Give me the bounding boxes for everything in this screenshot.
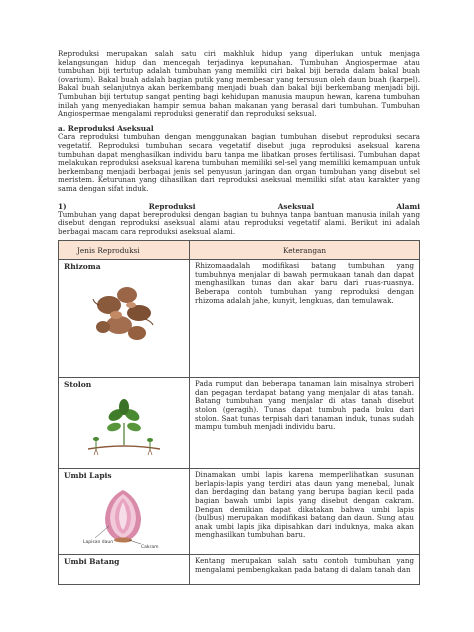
subsection-paragraph: Tumbuhan yang dapat bereproduksi dengan bagian tu buhnya tanpa bantuan manusia inilah yang disebut dengan reproduksi aseksual alami atau reproduksi vegetatif alami. Berikut ini adalah berbagai macam cara reproduksi aseksual alami. bbox=[58, 209, 420, 236]
label-cakram: Cakram bbox=[141, 545, 159, 551]
shallot-bulb-icon bbox=[81, 484, 167, 550]
header-keterangan: Keterangan bbox=[190, 241, 420, 260]
row-description: Pada rumput dan beberapa tanaman lain misalnya stroberi dan pegagan terdapat batang yang menjalar di atas tanah. Batang tumbuhan yang menjalar di atas tanah disebut stolon (geragih). Tunas dapat tumbuh pada buku dari stolon. Saat tunas terpisah dari tanaman induk, tunas sudah mampu tumbuh menjadi individu baru. bbox=[195, 379, 414, 432]
table-row bbox=[59, 260, 420, 378]
row-description: Dinamakan umbi lapis karena memperlihatkan susunan berlapis-lapis yang terdiri atas daun yang menebal, lunak dan berdaging dan batang yang berupa bagian kecil pada bagian bawah umbi lapis yang disebut dengan cakram. Dengan demikian dapat dikatakan bahwa umbi lapis (bulbus) merupakan modifikasi batang dan daun. Sung atau anak umbi lapis jika dipisahkan dari induknya, maka akan menghasilkan tumbuhan baru. bbox=[195, 470, 414, 540]
row-name-cell bbox=[59, 469, 190, 555]
header-jenis-reproduksi: Jenis Reproduksi bbox=[59, 241, 190, 260]
row-name: Rhizoma bbox=[64, 262, 101, 272]
row-desc-cell bbox=[190, 469, 420, 555]
strawberry-stolon-icon bbox=[84, 393, 164, 459]
document-content bbox=[58, 50, 420, 585]
ginger-rhizome-icon bbox=[89, 275, 159, 349]
subsection-word-alami: Alami bbox=[396, 201, 420, 211]
row-desc-cell bbox=[190, 378, 420, 469]
reproduction-table bbox=[58, 240, 420, 585]
table-row bbox=[59, 469, 420, 555]
row-name: Stolon bbox=[64, 380, 92, 390]
row-name: Umbi Batang bbox=[64, 557, 120, 567]
row-desc-cell bbox=[190, 260, 420, 378]
table-row bbox=[59, 555, 420, 585]
row-name-cell bbox=[59, 555, 190, 585]
row-name-cell bbox=[59, 378, 190, 469]
intro-paragraph: Reproduksi merupakan salah satu ciri makhluk hidup yang diperlukan untuk menjaga kelangsungan hidup dan mencegah terjadinya kepunahan. Tumbuhan Angiospermae atau tumbuhan biji tertutup adalah tumbuhan yang memiliki ciri bakal biji berada dalam bakal buah (ovarium). Bakal buah adalah bagian putik yang membesar yang tersusun oleh daun buah (karpel). Bakal buah selanjutnya akan berkembang menjadi buah dan bakal biji berkembang menjadi biji. Tumbuhan biji tertutup sangat penting bagi kehidupan manusia maupun hewan, karena tumbuhan inilah yang menyediakan hampir semua bahan makanan yang berasal dari tumbuhan. Tumbuhan Angiospermae mengalami reproduksi generatif dan reproduksi seksual. bbox=[58, 49, 420, 119]
table-header-row bbox=[59, 241, 420, 260]
label-lapisan-daun: Lapisan daun bbox=[83, 540, 114, 546]
table-row bbox=[59, 378, 420, 469]
row-desc-cell bbox=[190, 555, 420, 585]
subsection-number: 1) bbox=[58, 201, 67, 211]
subsection-word-reproduksi: Reproduksi bbox=[148, 201, 196, 211]
row-description: Rhizomaadalah modifikasi batang tumbuhan yang tumbuhnya menjalar di bawah permukaan tanah dan dapat menghasilkan tunas dan akar baru dari ruas-ruasnya. Beberapa contoh tumbuhan yang reproduksi dengan rhizoma adalah jahe, kunyit, lengkuas, dan temulawak. bbox=[195, 261, 414, 305]
row-name: Umbi Lapis bbox=[64, 471, 112, 481]
section-a-paragraph: Cara reproduksi tumbuhan dengan menggunakan bagian tumbuhan disebut reproduksi secara vegetatif. Reproduksi tumbuhan secara vegetatif disebut juga reproduksi aseksual karena tumbuhan dapat menghasilkan individu baru tanpa me libatkan proses fertilisasi. Tumbuhan dapat melakukan reproduksi aseksual karena tumbuhan memiliki sel-sel yang memiliki kemampuan untuk berkembang menjadi berbagai jenis sel penyusun jaringan dan organ tumbuhan yang disebut sel meristem. Keturunan yang dihasilkan dari reproduksi aseksual memiliki sifat atau karakter yang sama dengan sifat induk. bbox=[58, 132, 420, 193]
section-a-heading: a. Reproduksi Aseksual bbox=[58, 123, 154, 133]
subsection-word-aseksual: Aseksual bbox=[277, 201, 315, 211]
row-description: Kentang merupakan salah satu contoh tumbuhan yang mengalami pembengkakan pada batang di dalam tanah dan bbox=[195, 556, 414, 574]
row-name-cell bbox=[59, 260, 190, 378]
